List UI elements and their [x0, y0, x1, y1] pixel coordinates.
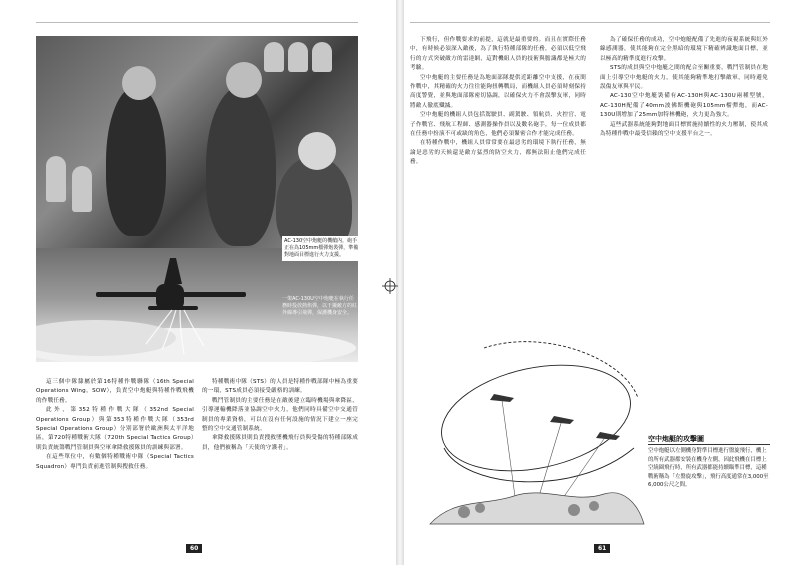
sidebar-title: 空中炮艇的攻擊圖	[648, 434, 770, 445]
caption-aircraft: 一架AC-130U空中炮艇在執行任務時投放熱焰彈，以干擾敵方的紅外線導引飛彈，保護機身安全。	[282, 296, 358, 316]
left-column-2	[202, 378, 358, 453]
paragraph: 為了確保任務的成功，空中炮艇配備了先進的夜視系統與紅外線感測器，使其能夠在完全黑暗的環境下精確辨識地面目標，並以極高的精準度進行攻擊。	[600, 37, 768, 62]
paragraph: 空中炮艇的機組人員包括駕駛員、副駕駛、領航員、火控官、電子作戰官、飛航工程師、感測器操作員以及數名砲手，每一位成員都在任務中扮演不可或缺的角色，他們必須緊密合作才能完成任務。	[410, 112, 586, 138]
left-column-1	[36, 378, 194, 472]
paragraph: 在特種作戰中，機組人員常常要在最惡劣的環境下執行任務，無論是惡劣的天候還是敵方猛烈的防空火力，都無法阻止他們完成任務。	[410, 140, 586, 166]
paragraph: 這三個中隊隸屬於第16特種作戰聯隊（16th Special Operations Wing，SOW），負責空中炮艇與特種作戰飛機的作戰任務。	[36, 379, 194, 404]
sidebar-body: 空中炮艇以左側機身對準目標進行盤旋飛行，機上的所有武器都安裝在機身左側，因此飛機在目標上空繞圈飛行時，所有武器都能持續瞄準目標，這種戰術稱為「左盤旋攻擊」，飛行高度通常在3,000至6,000公尺之間。	[648, 448, 769, 489]
paragraph: 下飛行，但作戰要求的前提，這就是最重要的。而且在實際任務中，有時候必須深入敵後，為了執行特種部隊的任務，必須以低空飛行的方式突破敵方的雷達網，這對機組人員的技術與膽識都是極大的考驗。	[410, 37, 586, 72]
paragraph: STS的成員與空中炮艇之間的配合至關重要，戰鬥管制員在地面上引導空中炮艇的火力，使其能夠精準地打擊敵軍，同時避免誤傷友軍與平民。	[600, 65, 768, 91]
top-rule	[410, 22, 770, 23]
left-page	[0, 0, 396, 565]
right-column-1	[410, 36, 586, 168]
caption-gunner: AC-130空中炮艇的機艙內，砲手正在為105mm榴彈炮裝彈，準備對地面目標進行火力支援。	[282, 236, 364, 261]
top-rule	[36, 22, 358, 23]
paragraph: 在這些單位中，有數個特種戰術中隊（Special Tactics Squadron）專門負責前進管制與搜救任務。	[36, 454, 194, 470]
orbit-attack-diagram	[424, 328, 646, 528]
paragraph: 特種戰術中隊（STS）的人員是特種作戰部隊中極為重要的一環，STS成員必須接受嚴格的訓練。	[202, 379, 358, 395]
gunner-photo	[36, 36, 358, 248]
paragraph: 戰鬥管制員的主要任務是在敵後建立臨時機場與傘降區，引導運輸機降落並協調空中火力，他們同時具備空中交通管制員的專業資格，可以在沒有任何設施的情況下建立一座完整的空中交通管制系統。	[202, 397, 358, 433]
page-number-right: 61	[594, 544, 610, 553]
paragraph: 空中炮艇的主要任務是為地面部隊提供近距離空中支援，在夜間作戰中，其精確的火力往往能夠扭轉戰局，而機組人員必須時刻保持高度警覺，並與地面部隊密切協調，以確保火力不會誤擊友軍，同時將敵人徹底殲滅。	[410, 74, 586, 109]
paragraph: 傘降救援隊員則負責搜救墜機飛行員與受傷的特種部隊成員，他們被稱為「天使的守護者」。	[202, 435, 358, 451]
paragraph: 這些武器系統能夠對地面目標實施持續性的火力壓制，使其成為特種作戰中最受信賴的空中支援平台之一。	[600, 121, 768, 138]
registration-mark-icon	[382, 278, 398, 294]
sidebar-box	[648, 434, 770, 490]
paragraph: AC-130空中炮艇裝備有AC-130H與AC-130U兩種型號，AC-130H配備了40mm波佛斯機砲與105mm榴彈炮，而AC-130U則增加了25mm加特林機砲，火力更為強大。	[600, 93, 768, 119]
paragraph: 此外，第352特種作戰大隊（352nd Special Operations Group）與第353特種作戰大隊（353rd Special Operations Group）分別部署於歐洲與太平洋地區，第720特種戰術大隊（720th Special Tactics Group）則負責統籌戰鬥管制員與空軍傘降救援隊員的訓練與部署。	[36, 407, 194, 451]
page-number-left: 60	[186, 544, 202, 553]
right-column-2	[600, 36, 768, 139]
